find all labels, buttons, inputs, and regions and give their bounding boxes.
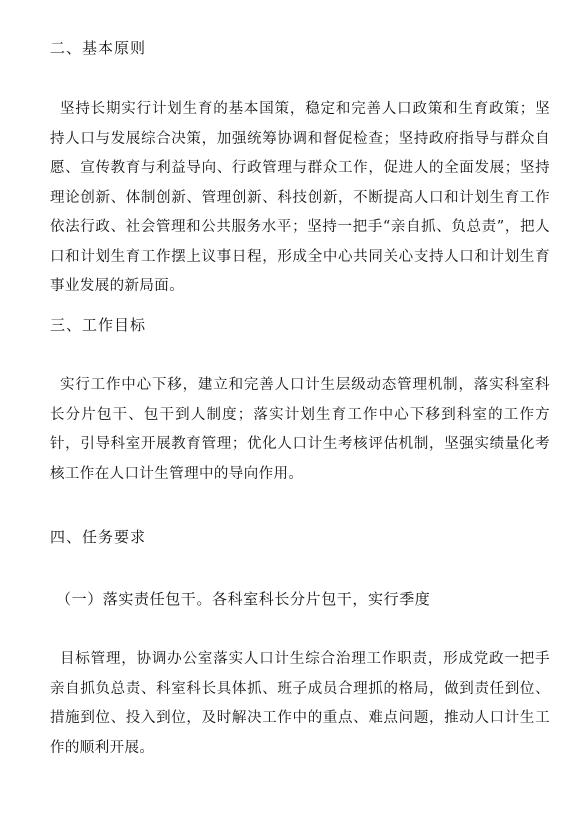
section-heading-principles: 二、基本原则	[50, 39, 147, 57]
section-heading-tasks: 四、任务要求	[50, 528, 147, 546]
subsection-heading-responsibility: （一）落实责任包干。各科室科长分片包干，实行季度	[56, 590, 431, 608]
paragraph-principles: 坚持长期实行计划生育的基本国策，稳定和完善人口政策和生育政策；坚持人口与发展综合决策，加强统筹协调和督促检查；坚持政府指导与群众自愿、宣传教育与利益导向、行政管理与群众工作，促进人的全面发展；坚持理论创新、体制创新、管理创新、科技创新，不断提高人口和计划生育工作依法行政、社会管理和公共服务水平；坚持一把手“亲自抓、负总责”，把人口和计划生育工作摆上议事日程，形成全中心共同关心支持人口和计划生育事业发展的新局面。	[50, 101, 550, 294]
paragraph-responsibility: 目标管理，协调办公室落实人口计生综合治理工作职责，形成党政一把手亲自抓负总责、科室科长具体抓、班子成员合理抓的格局，做到责任到位、措施到位、投入到位，及时解决工作中的重点、难点问题，推动人口计生工作的顺利开展。	[50, 651, 550, 756]
section-heading-goals: 三、工作目标	[50, 316, 147, 334]
paragraph-goals: 实行工作中心下移，建立和完善人口计生层级动态管理机制，落实科室科长分片包干、包干到人制度；落实计划生育工作中心下移到科室的工作方针，引导科室开展教育管理；优化人口计生考核评估机制，坚强实绩量化考核工作在人口计生管理中的导向作用。	[50, 377, 550, 482]
